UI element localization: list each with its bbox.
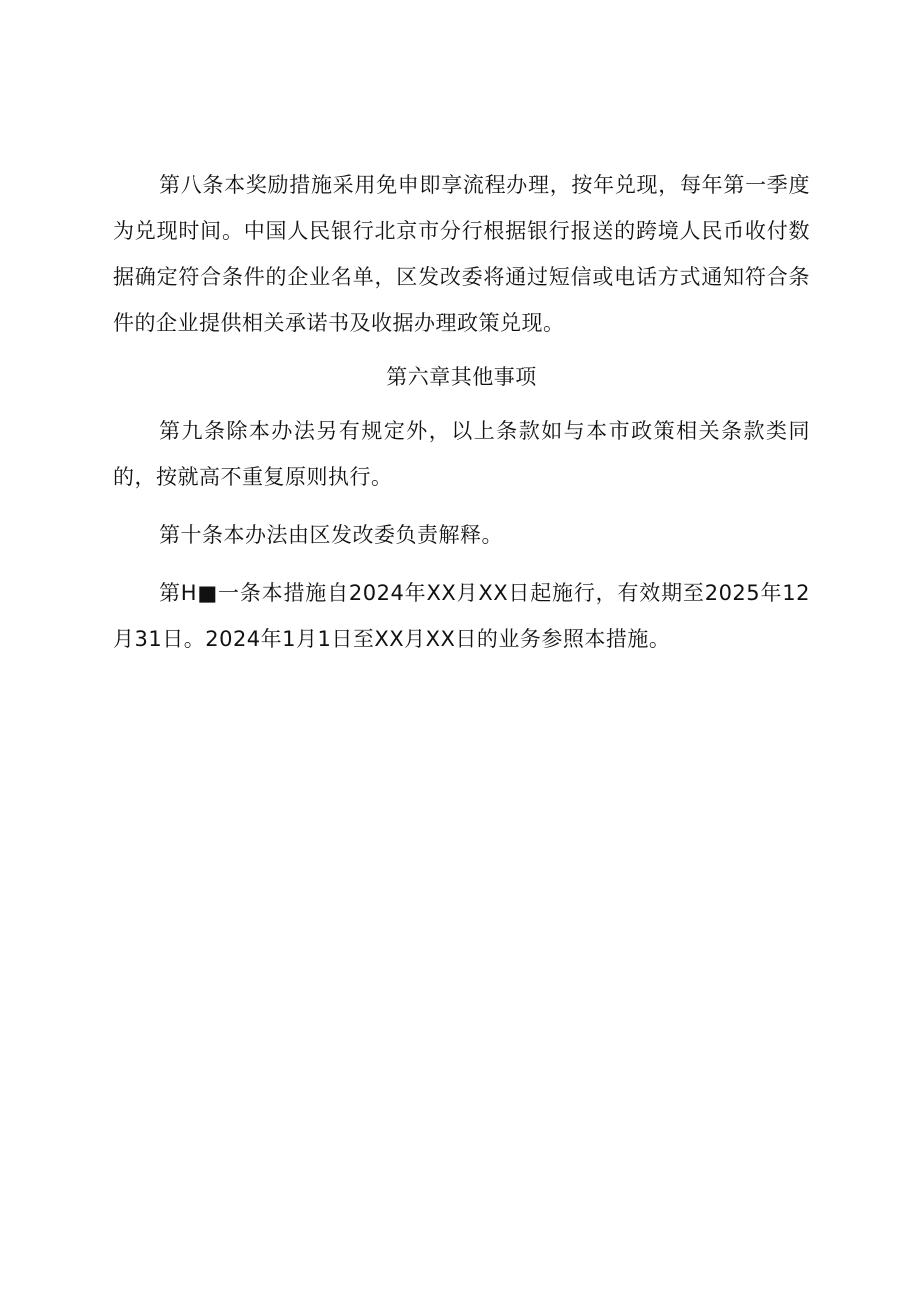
article-9-paragraph: 第九条除本办法另有规定外，以上条款如与本市政策相关条款类同的，按就高不重复原则执行。 — [113, 419, 810, 489]
article-11-paragraph: 第H■一条本措施自2024年XX月XX日起施行，有效期至2025年12月31日。2024年1月1日至XX月XX日的业务参照本措施。 — [113, 581, 810, 651]
spacer — [113, 500, 810, 512]
article-8-paragraph: 第八条本奖励措施采用免申即享流程办理，按年兑现，每年第一季度为兑现时间。中国人民银行北京市分行根据银行报送的跨境人民币收付数据确定符合条件的企业名单，区发改委将通过短信或电话方式通知符合条件的企业提供相关承诺书及收据办理政策兑现。 — [113, 173, 810, 335]
chapter-6-heading: 第六章其他事项 — [386, 365, 537, 389]
spacer — [113, 558, 810, 570]
document-body — [113, 162, 810, 662]
spacer — [113, 400, 810, 408]
article-10-paragraph: 第十条本办法由区发改委负责解释。 — [159, 523, 503, 547]
spacer — [113, 346, 810, 354]
